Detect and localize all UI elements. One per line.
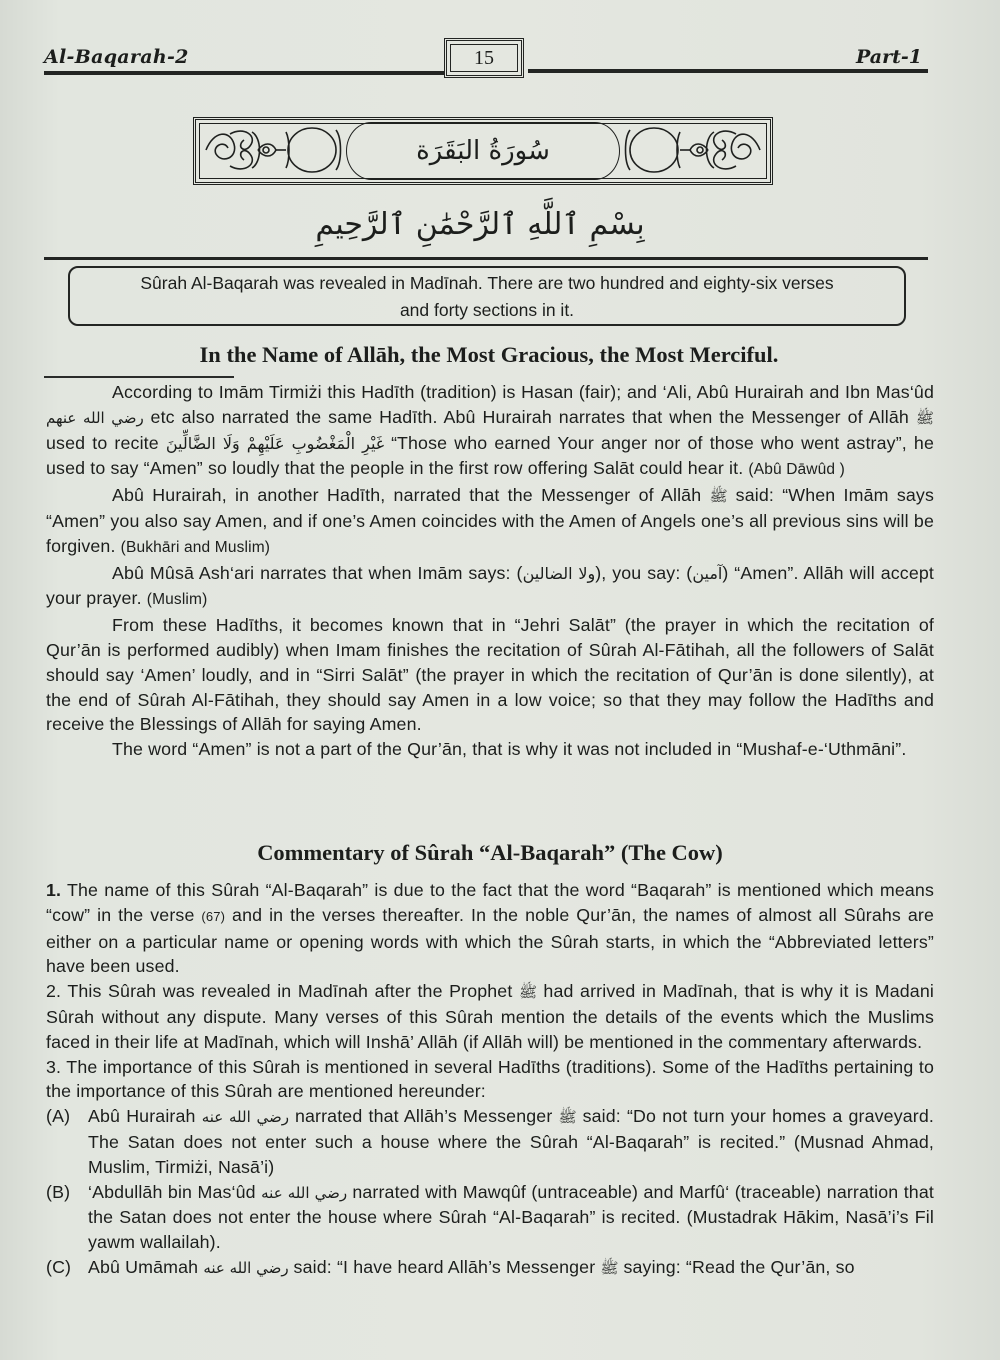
surah-info-line-1: Sûrah Al-Baqarah was revealed in Madīnah. There are two hundred and eighty-six verses <box>140 273 834 293</box>
commentary-section <box>46 878 934 1281</box>
divider-rule-short <box>44 376 234 378</box>
honorific-icon: رضي الله عنه <box>203 1258 289 1277</box>
verse-reference: (67) <box>201 908 226 924</box>
arabic-verse-inline: غَيْرِ الْمَغْضُوبِ عَلَيْهِمْ وَلَا الضَّالِّينَ <box>165 433 385 453</box>
header-rule-right <box>528 69 928 73</box>
salutation-icon: ﷺ <box>558 1108 577 1127</box>
basmala-arabic: بِسْمِ ٱللَّهِ ٱلرَّحْمَٰنِ ٱلرَّحِيمِ <box>315 207 645 242</box>
page-number: 15 <box>444 38 524 78</box>
surah-info-box <box>68 266 906 326</box>
header-surah-title: Al-Baqarah-2 <box>44 46 189 68</box>
salutation-icon: ﷺ <box>709 487 728 506</box>
paragraph-amen-not-quran: The word “Amen” is not a part of the Qur’ān, that is why it was not included in “Mushaf-e-‘Uthmāni”. <box>112 739 907 760</box>
commentary-item-1: 1. The name of this Sûrah “Al-Baqarah” is due to the fact that the word “Baqarah” is mentioned which means “cow” in the verse (67) and in the verses thereafter. In the noble Qur’ān, the names of almost all Sûrahs are either on a particular name or opening words with which the Sûrah starts, in which the “Abbreviated letters” have been used. <box>46 880 934 977</box>
paragraph-amen-hadith-1: According to Imām Tirmiżi this Hadīth (tradition) is Hasan (fair); and ‘Ali, Abû Hurairah and Ibn Mas‘ûd رضي الله عنهم etc also narrated the same Hadīth. Abû Hurairah narrates that when the Messenger of Allāh ﷺ used to recite غَيْرِ الْمَغْضُوبِ عَلَيْهِمْ وَلَا الضَّالِّينَ “Those who earned Your anger nor of those who went astray”, he used to say “Amen” so loudly that the people in the first row offering Salāt could hear it. (Abû Dāwûd ) <box>46 382 934 479</box>
citation: (Abû Dāwûd ) <box>748 461 845 479</box>
hadith-sub-item-b: (B) ‘Abdullāh bin Mas‘ûd رضي الله عنه narrated with Mawqûf (untraceable) and Marfû‘ (traceable) narration that the Satan does not enter the house where Sûrah “Al-Baqarah” is recited. (Mustadrak Hākim, Nasā’i’s Fil yawm wallailah). <box>46 1181 934 1253</box>
paragraph-jehri-sirri: From these Hadīths, it becomes known that in “Jehri Salāt” (the prayer in which the recitation of Qur’ān is performed audibly) when Imam finishes the recitation of Sûrah Al-Fātihah, all the followers of Salāt should say ‘Amen’ loudly, and in “Sirri Salāt” (the prayer in which the recitation of Qur’ān is done silently), at the end of Sûrah Al-Fātihah, they should say Amen in a low voice; so that they may follow the Hadīths and receive the Blessings of Allāh for saying Amen. <box>46 615 934 735</box>
salutation-icon: ﷺ <box>600 1258 619 1277</box>
salutation-icon: ﷺ <box>518 983 538 1002</box>
arabic-phrase-inline: آمين <box>692 563 723 583</box>
heading-bismillah-translation: In the Name of Allāh, the Most Gracious, the Most Merciful. <box>199 342 779 367</box>
arabic-phrase-inline: ولا الضالين <box>522 563 596 583</box>
honorific-icon: رضي الله عنهم <box>46 408 144 427</box>
paragraph-amen-hadith-3: Abû Mûsā Ash‘ari narrates that when Imām says: (ولا الضالين), you say: (آمين) “Amen”. Allāh will accept your prayer. (Muslim) <box>46 562 934 609</box>
citation: (Muslim) <box>146 591 208 609</box>
salutation-icon: ﷺ <box>915 408 934 427</box>
running-header <box>44 44 928 78</box>
surah-title-banner <box>193 117 773 185</box>
hadith-sub-item-c: (C) Abû Umāmah رضي الله عنه said: “I have heard Allāh’s Messenger ﷺ saying: “Read the Qur’ān, so <box>46 1256 855 1277</box>
hadith-sub-item-a: (A) Abû Hurairah رضي الله عنه narrated that Allāh’s Messenger ﷺ said: “Do not turn your homes a graveyard. The Satan does not enter such a house where the Sûrah “Al-Baqarah” is recited.” (Musnad Ahmad, Muslim, Tirmiżi, Nasā’i) <box>46 1106 934 1177</box>
divider-rule <box>44 257 928 260</box>
arabesque-ornament-icon <box>616 124 766 176</box>
arabesque-ornament-icon <box>200 124 350 176</box>
commentary-item-3: 3. The importance of this Sûrah is mentioned in several Hadīths (traditions). Some of the Hadīths pertaining to the importance of this Sûrah are mentioned hereunder: <box>46 1056 934 1102</box>
citation: (Bukhāri and Muslim) <box>120 538 271 556</box>
header-part-label: Part-1 <box>856 46 922 68</box>
honorific-icon: رضي الله عنه <box>261 1183 348 1202</box>
heading-commentary: Commentary of Sûrah “Al-Baqarah” (The Cow) <box>257 840 723 865</box>
honorific-icon: رضي الله عنه <box>201 1108 289 1127</box>
surah-info-line-2: and forty sections in it. <box>399 300 575 320</box>
amen-section <box>46 380 934 762</box>
header-rule-left <box>44 71 444 75</box>
surah-title-arabic: سُورَةُ البَقَرَة <box>346 122 620 180</box>
paragraph-amen-hadith-2: Abû Hurairah, in another Hadīth, narrated that the Messenger of Allāh ﷺ said: “When Imām says “Amen” you also say Amen, and if one’s Amen coincides with the Amen of Angels one’s all previous sins will be forgiven. (Bukhāri and Muslim) <box>46 485 934 556</box>
commentary-item-2: 2. This Sûrah was revealed in Madīnah after the Prophet ﷺ had arrived in Madīnah, that is why it is Madani Sûrah without any dispute. Many verses of this Sûrah mention the details of the events which the Muslims faced in their life at Madīnah, which will Inshā’ Allāh (if Allāh will) be mentioned in the commentary afterwards. <box>46 981 934 1052</box>
